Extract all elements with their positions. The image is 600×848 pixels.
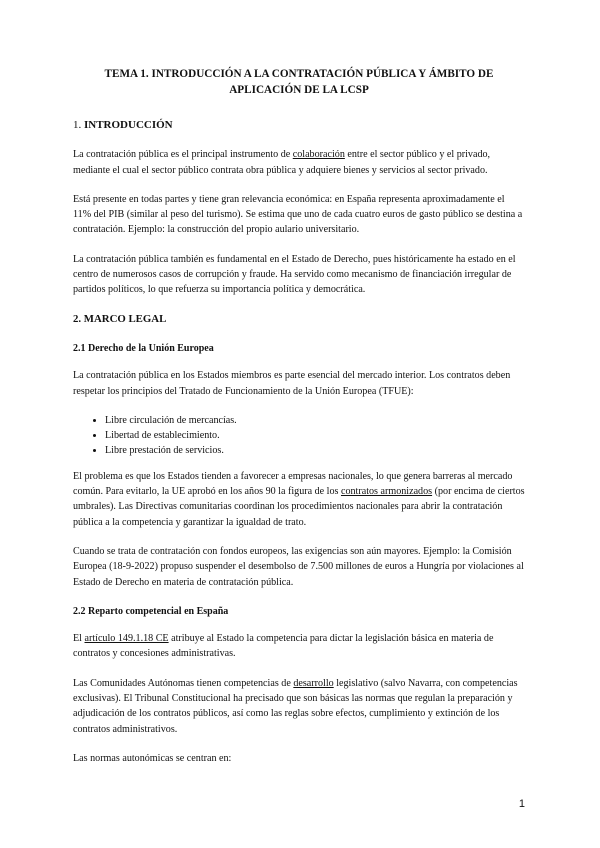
paragraph: [73, 469, 525, 530]
document-page: [73, 66, 525, 780]
document-title: TEMA 1. INTRODUCCIÓN A LA CONTRATACIÓN PÚBLICA Y ÁMBITO DE APLICACIÓN DE LA LCSP: [104, 68, 494, 96]
list-item: • Libre circulación de mercancías.: [105, 413, 525, 428]
subsection-heading-ue: 2.1 Derecho de la Unión Europea: [73, 342, 214, 354]
text: legislativo (salvo Navarra, con competencias exclusivas). El Tribunal Constitucional ha precisado que son básicas las normas que regulan la preparación y adjudicación de los contratos públicos, así como las reglas sobre efectos, cumplimiento y extinción de los contratos administrativos.: [73, 677, 518, 735]
paragraph: Las normas autonómicas se centran en:: [73, 752, 232, 764]
text: El problema es que los Estados tienden a favorecer a empresas nacionales, lo que genera barreras al mercado común. Para evitarlo, la UE aprobó en los años 90 la figura de los: [73, 470, 513, 498]
paragraph: La contratación pública también es fundamental en el Estado de Derecho, pues históricamente ha estado en el centro de numerosos casos de corrupción y fraude. Ha servido como mecanismo de financiación irregular de partidos políticos, lo que refuerza su importancia política y democrática.: [73, 253, 516, 296]
subsection-heading-reparto: 2.2 Reparto competencial en España: [73, 605, 229, 617]
section-heading-marco-legal: 2. MARCO LEGAL: [73, 312, 167, 325]
text: (por encima de ciertos umbrales). Las Directivas comunitarias coordinan los procedimientos nacionales para abrir la contratación pública a la competencia y garantizar la igualdad de trato.: [73, 486, 525, 528]
text: atribuye al Estado la competencia para dictar la legislación básica en materia de contratos y concesiones administrativas.: [73, 633, 494, 660]
bullet-list: [73, 413, 525, 459]
section-title: INTRODUCCIÓN: [84, 119, 173, 131]
section-heading-introduccion: [73, 118, 525, 133]
underlined-term: artículo 149.1.18 CE: [84, 633, 169, 645]
underlined-term: desarrollo: [293, 677, 334, 689]
text: entre el sector público y el privado, mediante el cual el sector público contrata obra pública y adquiere bienes y servicios al sector privado.: [73, 149, 491, 176]
paragraph: Está presente en todas partes y tiene gran relevancia económica: en España representa aproximadamente el 11% del PIB (similar al peso del turismo). Se estima que uno de cada cuatro euros de gasto público se destina a contratación. Ejemplo: la construcción del propio aulario universitario.: [73, 193, 523, 236]
paragraph: Cuando se trata de contratación con fondos europeos, las exigencias son aún mayores. Ejemplo: la Comisión Europea (18-9-2022) propuso suspender el desembolso de 7.500 millones de euros a Hungría por violaciones al Estado de Derecho en materia de contratación pública.: [73, 545, 524, 588]
section-number: 1.: [73, 119, 82, 131]
paragraph: [73, 147, 525, 178]
list-item: • Libertad de establecimiento.: [105, 428, 525, 443]
text: La contratación pública es el principal instrumento de: [73, 149, 293, 161]
paragraph: [73, 631, 525, 662]
text: Las Comunidades Autónomas tienen competencias de: [73, 677, 294, 689]
underlined-term: colaboración: [292, 149, 345, 161]
page-number: 1: [518, 798, 525, 810]
underlined-term: contratos armonizados: [340, 486, 433, 498]
list-item: • Libre prestación de servicios.: [105, 443, 525, 458]
text: El: [73, 633, 85, 645]
paragraph: La contratación pública en los Estados miembros es parte esencial del mercado interior. Los contratos deben respetar los principios del Tratado de Funcionamiento de la Unión Europea (TFUE):: [73, 370, 511, 397]
paragraph: [73, 676, 525, 737]
